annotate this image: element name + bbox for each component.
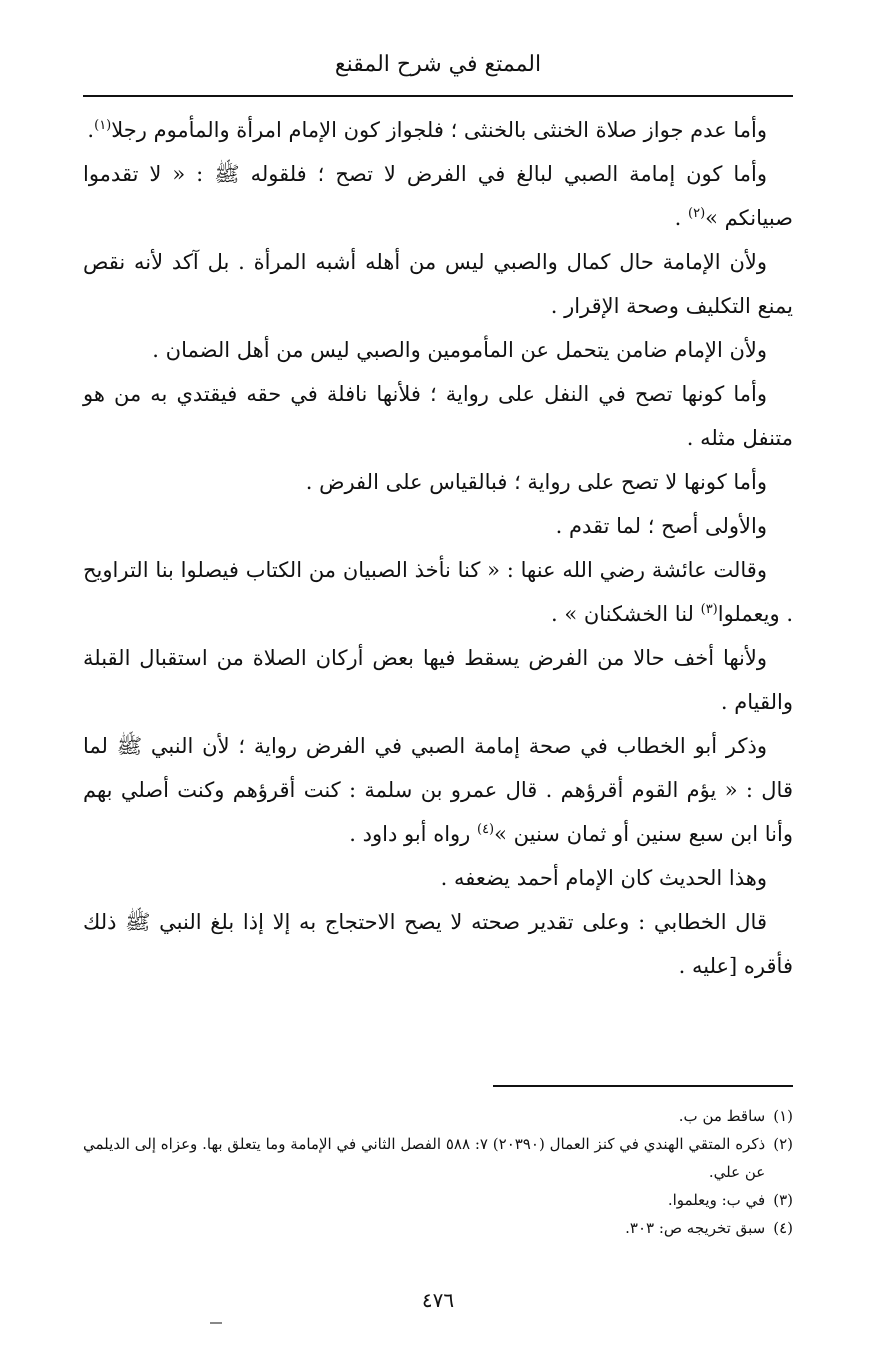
footnote-text: في ب: ويعلموا. <box>667 1191 766 1209</box>
paragraph <box>83 724 793 856</box>
footnote-reference[interactable]: (٤) <box>476 822 495 837</box>
paragraph-text: وأما كونها تصح في النفل على رواية ؛ فلأنها نافلة في حقه فيقتدي به من هو متنفل مثله . <box>83 382 793 450</box>
paragraph-tail: . <box>674 206 688 230</box>
footnote-number: (٣) <box>773 1191 793 1209</box>
footnote-item <box>83 1130 793 1186</box>
footnote-divider <box>493 1085 793 1087</box>
footnote-text: ذكره المتقي الهندي في كنز العمال (٢٠٣٩٠) ٧: ٥٨٨ الفصل الثاني في الإمامة وما يتعلق بها. وعزاه إلى الديلمي عن علي. <box>83 1135 766 1181</box>
paragraph-text: ولأن الإمامة حال كمال والصبي ليس من أهله أشبه المرأة . بل آكد لأنه نقص يمنع التكليف وصحة الإقرار . <box>83 250 793 318</box>
footnote-number: (١) <box>773 1107 793 1125</box>
header-divider <box>83 95 793 97</box>
footnote-reference[interactable]: (٢) <box>688 206 706 221</box>
paragraph <box>83 372 793 460</box>
paragraph-tail: رواه أبو داود . <box>349 822 477 846</box>
paragraph-text: ولأنها أخف حالا من الفرض يسقط فيها بعض أركان الصلاة من استقبال القبلة والقيام . <box>83 646 793 714</box>
paragraph <box>83 504 793 548</box>
footnote-reference[interactable]: (٣) <box>700 602 718 617</box>
footnote-text: سبق تخريجه ص: ٣٠٣. <box>625 1219 766 1237</box>
paragraph-text: وذكر أبو الخطاب في صحة إمامة الصبي في الفرض رواية ؛ لأن النبي ﷺ لما قال : « يؤم القوم أقرؤهم . قال عمرو بن سلمة : كنت أقرؤهم وكنت أصلي بهم وأنا ابن سبع سنين أو ثمان سنين » <box>83 734 793 846</box>
paragraph <box>83 328 793 372</box>
paragraph-tail: . <box>87 118 95 142</box>
paragraph-text: وأما كون إمامة الصبي لبالغ في الفرض لا تصح ؛ فلقوله ﷺ : « لا تقدموا صبيانكم » <box>83 162 793 230</box>
paragraph-text: وقالت عائشة رضي الله عنها : « كنا نأخذ الصبيان من الكتاب فيصلوا بنا التراويح . ويعملوا <box>83 558 793 626</box>
footnote-number: (٢) <box>773 1135 793 1153</box>
scan-mark <box>210 1322 222 1324</box>
paragraph <box>83 548 793 636</box>
page-header: الممتع في شرح المقنع <box>334 52 542 77</box>
paragraph-text: وهذا الحديث كان الإمام أحمد يضعفه . <box>440 866 767 890</box>
footnote-item <box>83 1186 793 1214</box>
footnote-text: ساقط من ب. <box>678 1107 766 1125</box>
footnote-reference[interactable]: (١) <box>94 118 112 133</box>
footnote-number: (٤) <box>773 1219 793 1237</box>
paragraph-tail: لنا الخشكنان » . <box>550 602 701 626</box>
paragraph <box>83 856 793 900</box>
paragraph <box>83 240 793 328</box>
paragraph <box>83 900 793 988</box>
paragraph-text: والأولى أصح ؛ لما تقدم . <box>555 514 767 538</box>
page-number: ٤٧٦ <box>421 1288 455 1312</box>
paragraph-text: وأما عدم جواز صلاة الخنثى بالخنثى ؛ فلجواز كون الإمام امرأة والمأموم رجلا <box>111 118 767 142</box>
paragraph-text: وأما كونها لا تصح على رواية ؛ فبالقياس على الفرض . <box>305 470 767 494</box>
paragraph <box>83 108 793 152</box>
main-text <box>83 108 793 988</box>
paragraph <box>83 152 793 240</box>
footnote-item <box>83 1102 793 1130</box>
paragraph-text: قال الخطابي : وعلى تقدير صحته لا يصح الاحتجاج به إلا إذا بلغ النبي ﷺ ذلك فأقره [عليه . <box>83 910 793 978</box>
paragraph-text: ولأن الإمام ضامن يتحمل عن المأمومين والصبي ليس من أهل الضمان . <box>152 338 767 362</box>
paragraph <box>83 636 793 724</box>
paragraph <box>83 460 793 504</box>
footnote-item <box>83 1214 793 1242</box>
footnotes <box>83 1102 793 1242</box>
